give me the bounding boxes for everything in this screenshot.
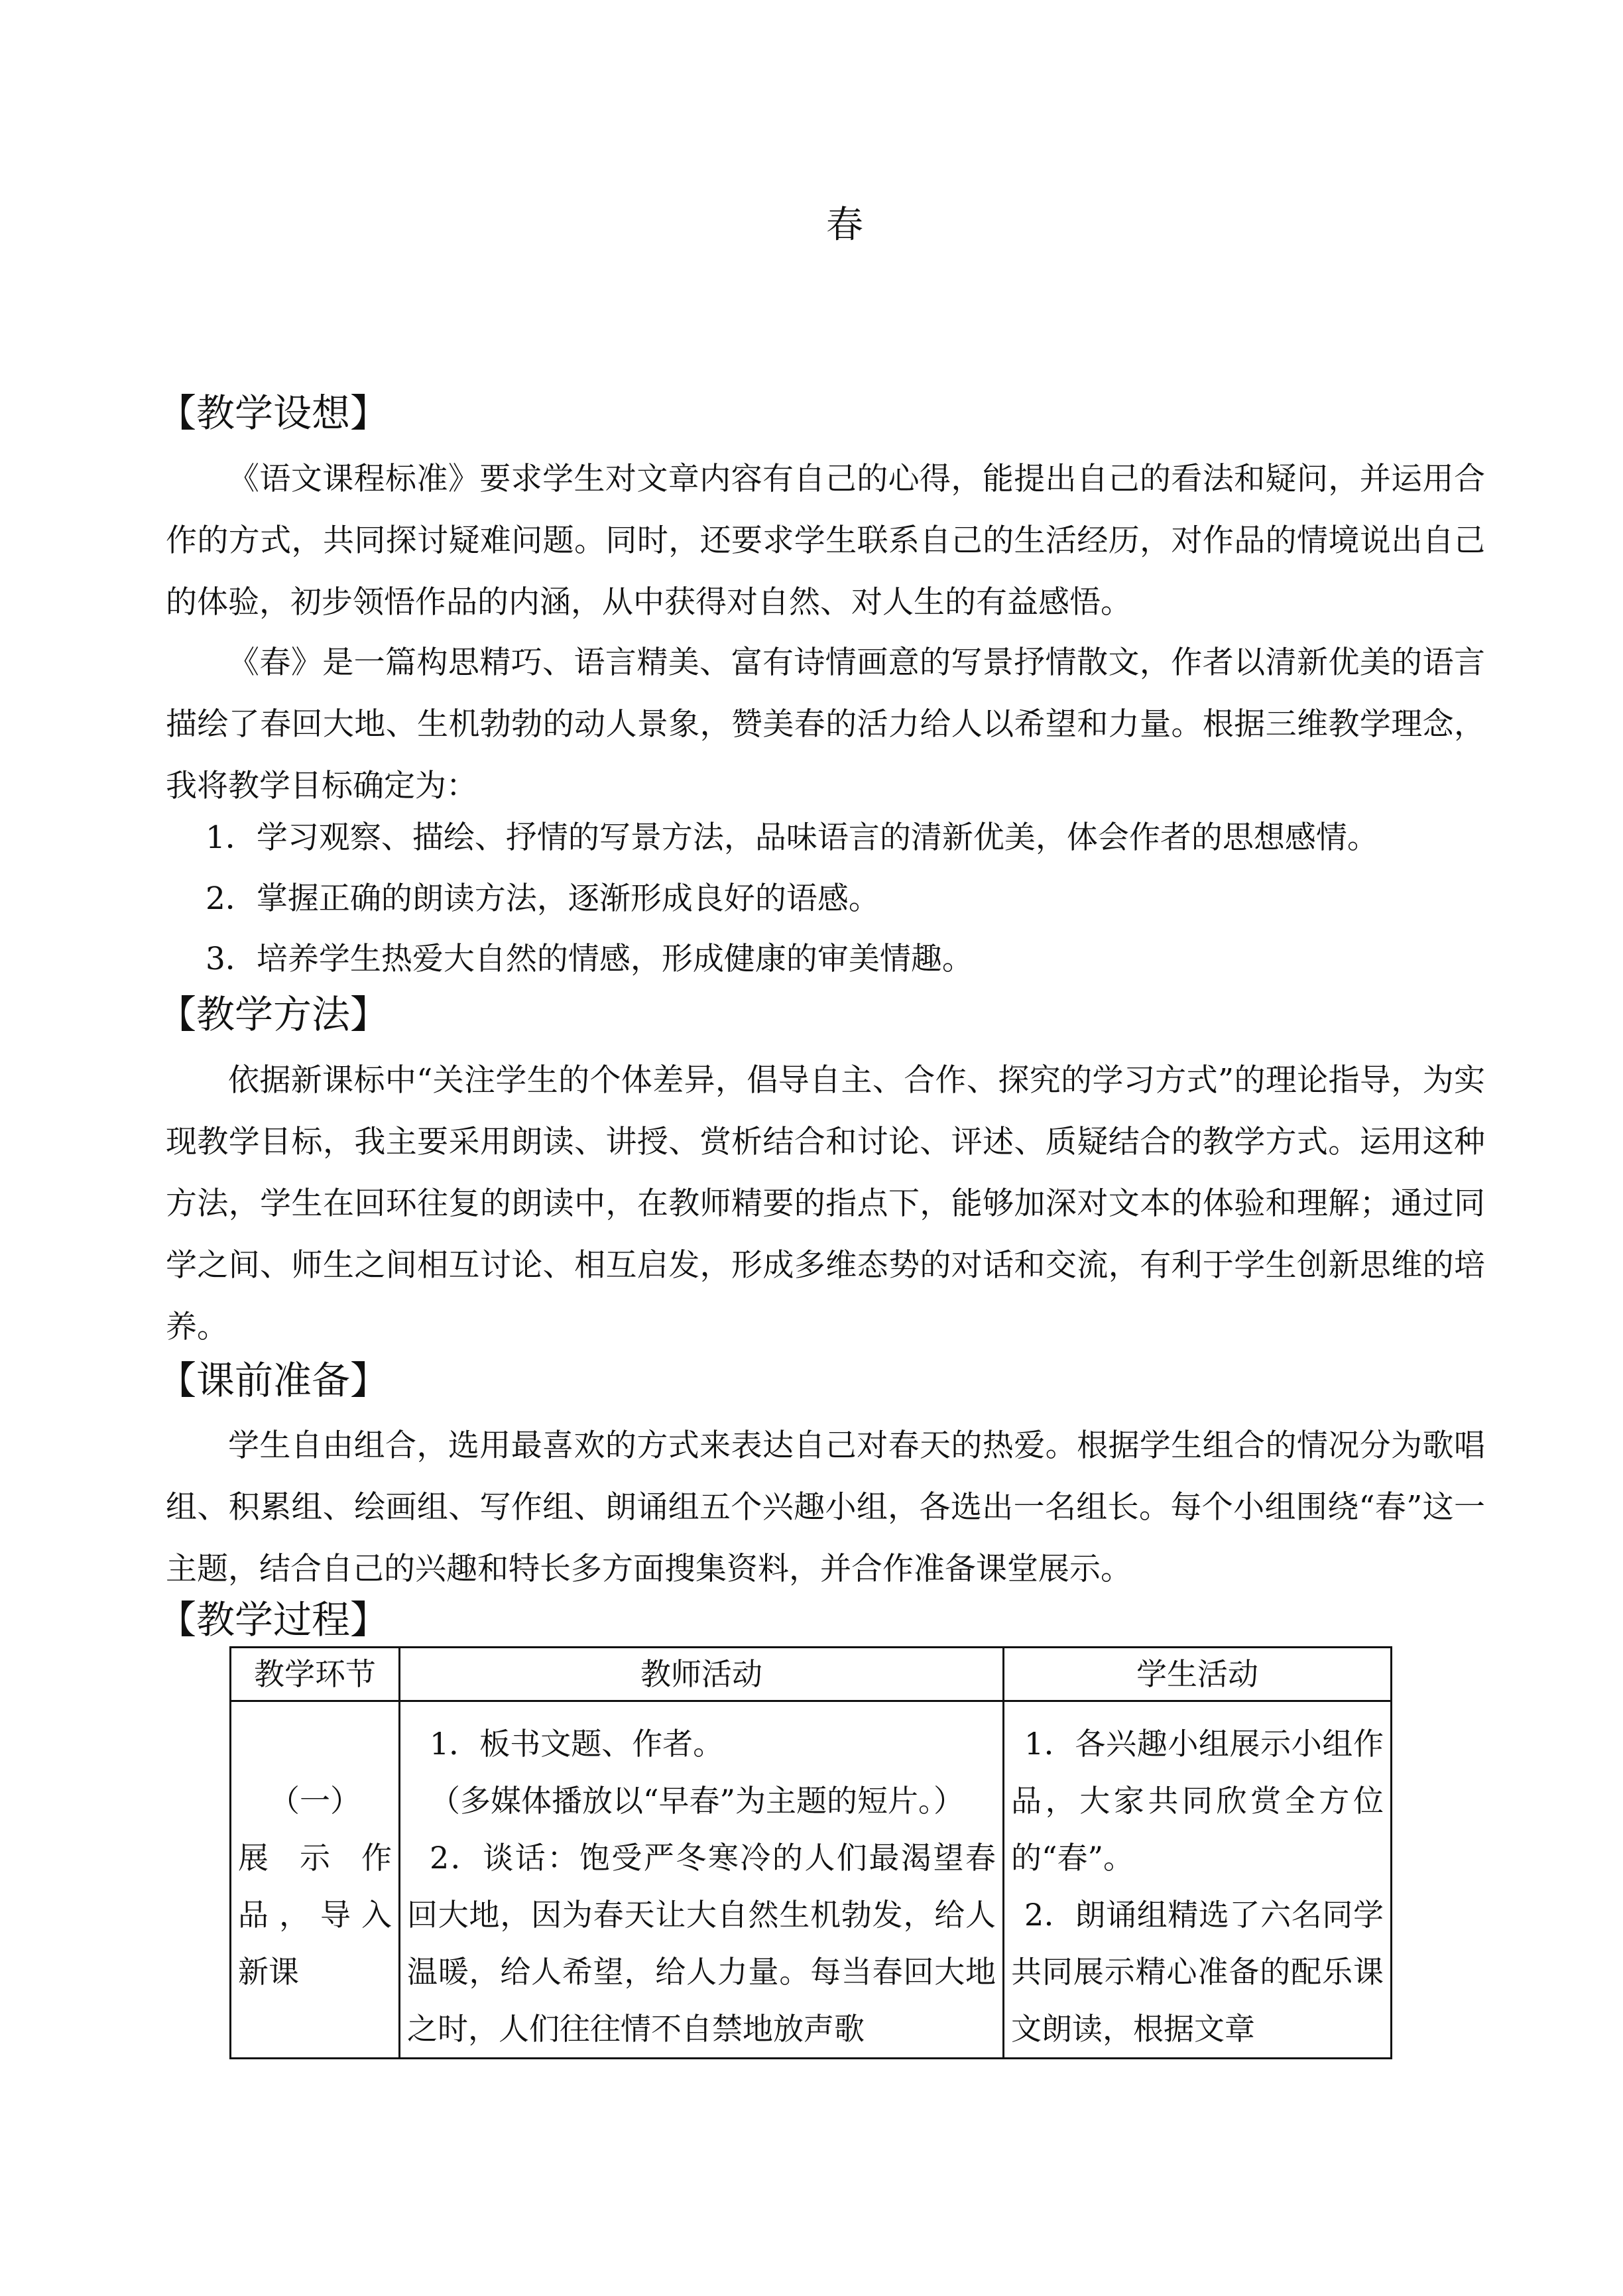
header-stage: 教学环节 [231, 1648, 400, 1701]
section-heading-prep: 【课前准备】 [158, 1358, 389, 1403]
stage-name [238, 1702, 392, 2000]
goal-item-3: 3．培养学生热爱大自然的情感，形成健康的审美情趣。 [206, 941, 973, 977]
student-activity [1011, 1702, 1384, 2057]
section-heading-method: 【教学方法】 [158, 992, 389, 1037]
teacher-item-3: 2．谈话：饱受严冬寒冷的人们最渴望春回大地，因为春天让大自然生机勃发，给人温暖，给人希望，给人力量。每当春回大地之时，人们往往情不自禁地放声歌 [407, 1840, 996, 2047]
teacher-activity [407, 1702, 996, 2057]
student-item-1: 1．各兴趣小组展示小组作品，大家共同欣赏全方位的“春”。 [1011, 1726, 1384, 1876]
header-teacher: 教师活动 [400, 1648, 1004, 1701]
goal-item-2: 2．掌握正确的朗读方法，逐渐形成良好的语感。 [206, 880, 880, 917]
stage-cell [231, 1701, 400, 2059]
stage-line-3: 品，导入 [238, 1897, 392, 1933]
student-item-2: 2．朗诵组精选了六名同学共同展示精心准备的配乐课文朗读，根据文章 [1011, 1897, 1384, 2047]
student-activity-cell [1004, 1701, 1392, 2059]
document-title: 春 [826, 204, 863, 247]
teacher-item-1: 1．板书文题、作者。 [430, 1726, 724, 1762]
design-paragraph-1: 《语文课程标准》要求学生对文章内容有自己的心得，能提出自己的看法和疑问，并运用合作的方式，共同探讨疑难问题。同时，还要求学生联系自己的生活经历，对作品的情境说出自己的体验，初步领悟作品的内涵，从中获得对自然、对人生的有益感悟。 [166, 461, 1485, 621]
header-student: 学生活动 [1004, 1648, 1392, 1701]
stage-line-2: 展 示 作 [238, 1840, 392, 1876]
table-header-row [231, 1648, 1392, 1701]
teacher-item-2: （多媒体播放以“早春”为主题的短片。） [430, 1783, 965, 1819]
design-paragraph-2: 《春》是一篇构思精巧、语言精美、富有诗情画意的写景抒情散文，作者以清新优美的语言描绘了春回大地、生机勃勃的动人景象，赞美春的活力给人以希望和力量。根据三维教学理念，我将教学目标确定为： [166, 644, 1485, 804]
prep-paragraph: 学生自由组合，选用最喜欢的方式来表达自己对春天的热爱。根据学生组合的情况分为歌唱组、积累组、绘画组、写作组、朗诵组五个兴趣小组，各选出一名组长。每个小组围绕“春”这一主题，结合自己的兴趣和特长多方面搜集资料，并合作准备课堂展示。 [166, 1427, 1485, 1587]
stage-line-4: 新课 [238, 1954, 299, 1990]
teacher-activity-cell [400, 1701, 1004, 2059]
section-heading-process: 【教学过程】 [158, 1597, 389, 1642]
table-row [231, 1701, 1392, 2059]
method-paragraph: 依据新课标中“关注学生的个体差异，倡导自主、合作、探究的学习方式”的理论指导，为实现教学目标，我主要采用朗读、讲授、赏析结合和讨论、评述、质疑结合的教学方式。运用这种方法，学生在回环往复的朗读中，在教师精要的指点下，能够加深对文本的体验和理解；通过同学之间、师生之间相互讨论、相互启发，形成多维态势的对话和交流，有利于学生创新思维的培养。 [166, 1062, 1485, 1345]
goal-item-1: 1．学习观察、描绘、抒情的写景方法，品味语言的清新优美，体会作者的思想感情。 [206, 819, 1378, 856]
lesson-process-table [229, 1646, 1392, 2059]
stage-line-1: （一） [269, 1783, 361, 1819]
section-heading-design: 【教学设想】 [158, 391, 389, 436]
